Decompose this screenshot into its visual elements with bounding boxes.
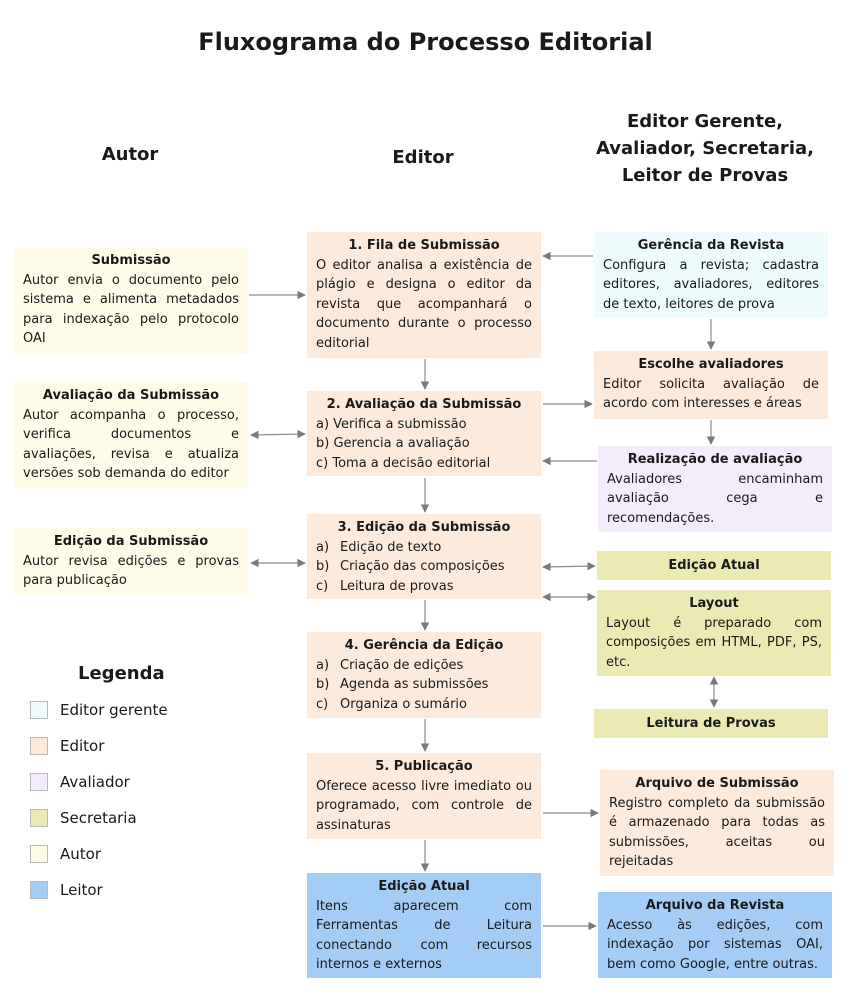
box-title: Layout bbox=[689, 596, 739, 611]
list-item: a) Verifica a submissão bbox=[316, 416, 467, 432]
box-body: Autor revisa edições e provas para publicação bbox=[23, 553, 239, 588]
list-text: Criação de edições bbox=[340, 657, 464, 673]
box-title: Leitura de Provas bbox=[646, 715, 776, 731]
list-text: Edição de texto bbox=[340, 539, 442, 555]
box-body: Acesso às edições, com indexação por sistemas OAI, bem como Google, entre outras. bbox=[607, 917, 823, 972]
box-title: Edição Atual bbox=[378, 879, 470, 894]
box-title: Avaliação da Submissão bbox=[42, 388, 220, 403]
box-body: Layout é preparado com composições em HTML, PDF, PS, etc. bbox=[606, 615, 822, 670]
box-title: 5. Publicação bbox=[375, 759, 473, 774]
legend-title: Legenda bbox=[78, 663, 165, 684]
list-marker: a) bbox=[316, 539, 330, 555]
column-header-autor: Autor bbox=[101, 144, 159, 165]
column-header-gerente-line: Editor Gerente, bbox=[627, 111, 783, 132]
list-text: Agenda as submissões bbox=[340, 677, 489, 692]
box-body: Autor envia o documento pelo sistema e alimenta metadados para indexação pelo protocolo OAI bbox=[23, 272, 239, 346]
box-body: Configura a revista; cadastra editores, avaliadores, editores de texto, leitores de prova bbox=[603, 257, 819, 312]
legend-label: Secretaria bbox=[60, 809, 137, 827]
legend-label: Autor bbox=[60, 845, 101, 863]
box-title: Edição da Submissão bbox=[53, 534, 209, 549]
box-title: 1. Fila de Submissão bbox=[348, 238, 500, 253]
box-title: 4. Gerência da Edição bbox=[344, 638, 504, 653]
box-title: Escolhe avaliadores bbox=[638, 357, 784, 372]
box-body: Avaliadores encaminham avaliação cega e recomendações. bbox=[607, 471, 823, 526]
box-title: 3. Edição da Submissão bbox=[337, 520, 511, 535]
box-body: Oferece acesso livre imediato ou programado, com controle de assinaturas bbox=[316, 778, 532, 833]
list-text: Criação das composições bbox=[340, 559, 505, 574]
list-marker: b) bbox=[316, 559, 330, 574]
column-header-editor: Editor bbox=[392, 147, 454, 168]
box-title: Arquivo de Submissão bbox=[635, 776, 799, 791]
list-marker: b) bbox=[316, 677, 330, 692]
arrow-avaliacao-bidir bbox=[251, 434, 305, 435]
box-title: Edição Atual bbox=[668, 557, 760, 573]
list-marker: c) bbox=[316, 578, 329, 594]
list-marker: c) bbox=[316, 696, 329, 712]
box-title: Gerência da Revista bbox=[637, 238, 785, 253]
page-title: Fluxograma do Processo Editorial bbox=[198, 28, 653, 56]
legend-label: Editor gerente bbox=[60, 701, 168, 719]
legend-label: Leitor bbox=[60, 881, 103, 899]
box-body: O editor analisa a existência de plágio e designa o editor da revista que acompanhará o documento durante o processo editorial bbox=[316, 257, 532, 351]
list-item: c) Toma a decisão editorial bbox=[316, 455, 491, 471]
arrow-edicao-atual-bidir bbox=[543, 566, 595, 567]
list-text: Organiza o sumário bbox=[340, 696, 467, 712]
list-item: b) Gerencia a avaliação bbox=[316, 436, 470, 451]
list-text: Leitura de provas bbox=[340, 578, 454, 594]
box-body: Registro completo da submissão é armazenado para todas as submissões, aceitas ou rejeitadas bbox=[609, 795, 825, 869]
legend-label: Editor bbox=[60, 737, 105, 755]
box-title: Submissão bbox=[91, 253, 171, 268]
box-title: Arquivo da Revista bbox=[645, 898, 785, 913]
box-title: 2. Avaliação da Submissão bbox=[326, 397, 522, 412]
column-header-gerente-line: Avaliador, Secretaria, bbox=[596, 138, 814, 159]
column-header-gerente-line: Leitor de Provas bbox=[621, 165, 789, 186]
box-body: Autor acompanha o processo, verifica documentos e avaliações, revisa e atualiza versões sob demanda do editor bbox=[23, 407, 239, 481]
box-body: Editor solicita avaliação de acordo com interesses e áreas bbox=[603, 376, 819, 411]
box-body: Itens aparecem com Ferramentas de Leitura conectando com recursos internos e externos bbox=[316, 898, 532, 972]
legend-label: Avaliador bbox=[60, 773, 130, 791]
box-title: Realização de avaliação bbox=[627, 452, 803, 467]
list-marker: a) bbox=[316, 657, 330, 673]
